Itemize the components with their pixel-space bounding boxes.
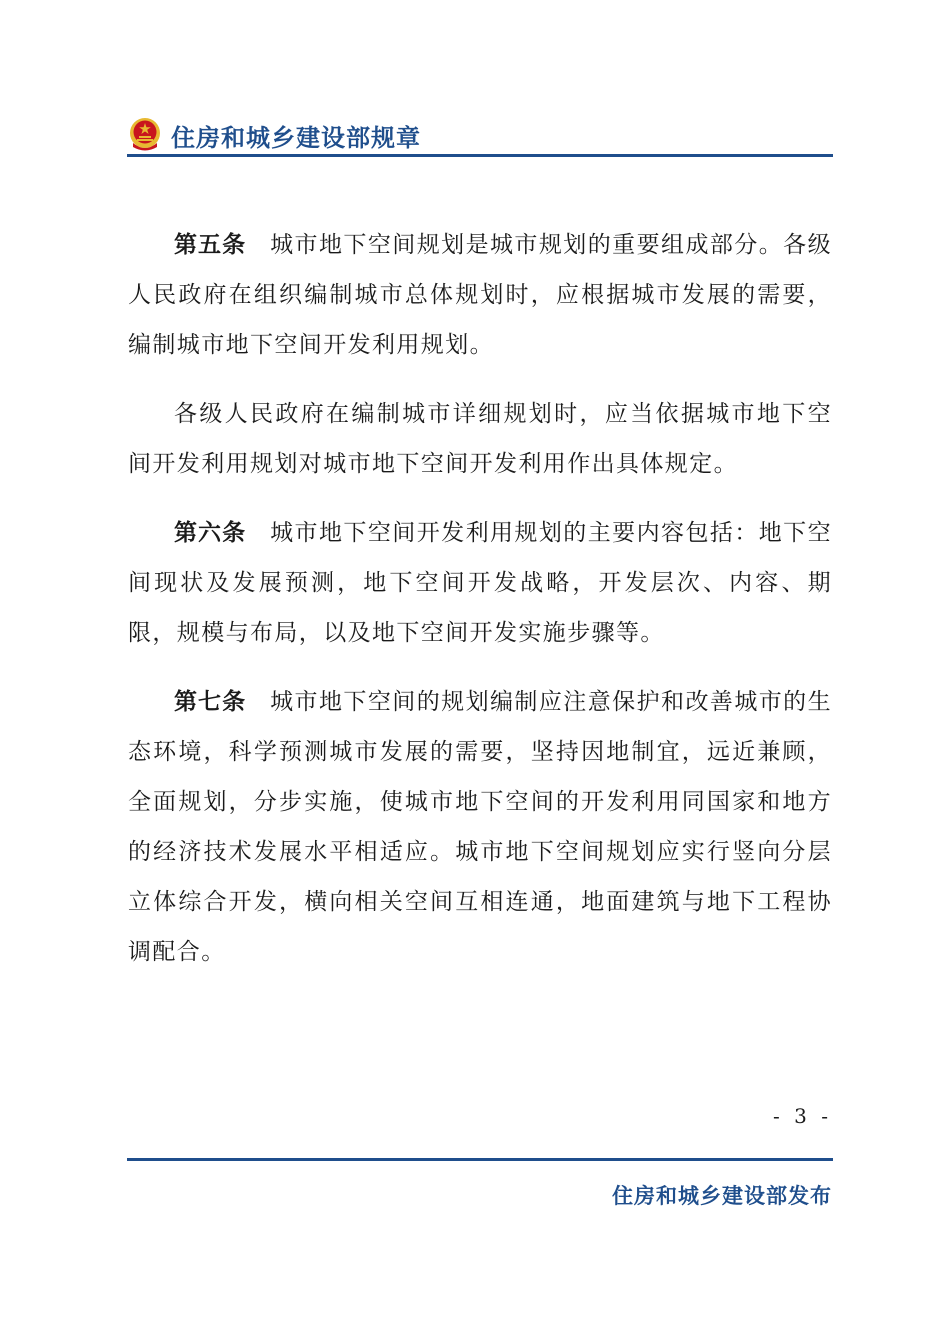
page-number: - 3 - [773,1104,832,1128]
article-text: 城市地下空间的规划编制应注意保护和改善城市的生态环境，科学预测城市发展的需要，坚持因地制宜，远近兼顾，全面规划，分步实施，使城市地下空间的开发利用同国家和地方的经济技术发展水平相适应。城市地下空间规划应实行竖向分层立体综合开发，横向相关空间互相连通，地面建筑与地下工程协调配合。 [128,689,833,965]
header-title: 住房和城乡建设部规章 [171,124,421,152]
article-7-paragraph [128,677,832,977]
article-label: 第七条 [174,689,247,715]
document-body [128,220,832,996]
footer-divider [127,1158,833,1161]
article-label: 第五条 [174,232,247,258]
article-6-paragraph [128,508,832,658]
article-text: 城市地下空间规划是城市规划的重要组成部分。各级人民政府在组织编制城市总体规划时，应根据城市发展的需要，编制城市地下空间开发利用规划。 [128,232,833,358]
header-divider [127,154,833,157]
article-text: 城市地下空间开发利用规划的主要内容包括：地下空间现状及发展预测，地下空间开发战略，开发层次、内容、期限，规模与布局，以及地下空间开发实施步骤等。 [128,520,833,646]
footer-publisher: 住房和城乡建设部发布 [612,1184,832,1208]
article-5-paragraph-2 [128,389,832,489]
page-header [127,112,833,156]
article-text: 各级人民政府在编制城市详细规划时，应当依据城市地下空间开发利用规划对城市地下空间开发利用作出具体规定。 [128,401,832,477]
article-label: 第六条 [174,520,247,546]
national-emblem-icon [127,116,163,152]
article-5-paragraph [128,220,832,370]
